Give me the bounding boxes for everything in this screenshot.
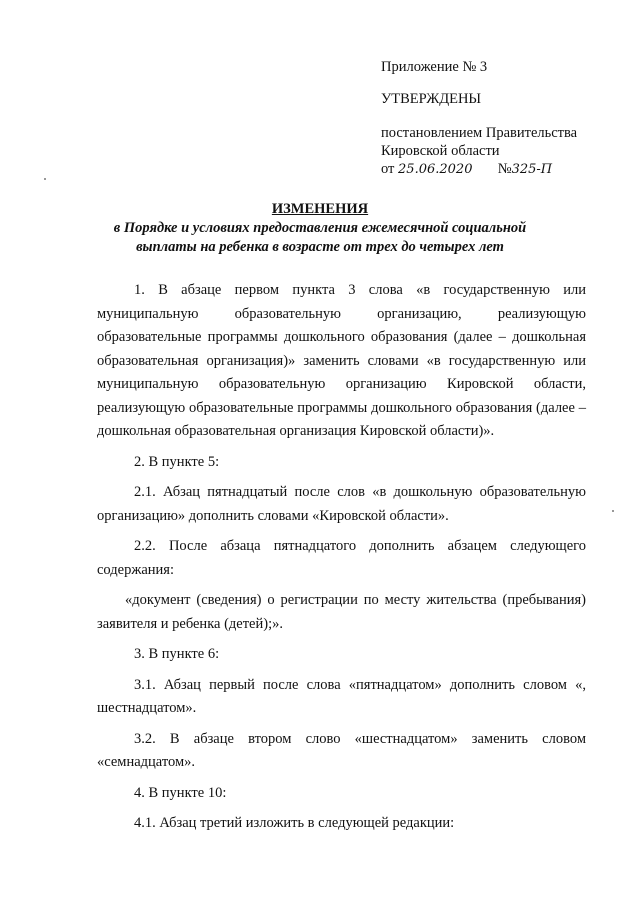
approved-by-line1: постановлением Правительства xyxy=(381,125,578,141)
document-body xyxy=(97,279,586,843)
approved-by-line2: Кировской области xyxy=(381,143,500,159)
number-prefix: № xyxy=(497,161,512,177)
scan-speck xyxy=(612,510,614,512)
paragraph-4: 4. В пункте 10: xyxy=(134,784,227,801)
paragraph-3-2: 3.2. В абзаце втором слово «шестнадцатом» заменить словом «семнадцатом». xyxy=(97,730,586,770)
handwritten-number: 325-П xyxy=(511,162,553,177)
document-subtitle-line1: в Порядке и условиях предоставления ежемесячной социальной xyxy=(113,220,527,236)
scan-speck xyxy=(44,178,46,180)
paragraph-2: 2. В пункте 5: xyxy=(134,453,220,470)
approval-date-number xyxy=(381,160,611,179)
document-subtitle-line2: выплаты на ребенка в возрасте от трех до четырех лет xyxy=(136,239,504,255)
handwritten-date: 25.06.2020 xyxy=(398,162,473,177)
date-prefix: от xyxy=(381,161,395,177)
paragraph-2-1: 2.1. Абзац пятнадцатый после слов «в дошкольную образовательную организацию» дополнить словами «Кировской области». xyxy=(97,484,586,524)
paragraph-4-1: 4.1. Абзац третий изложить в следующей редакции: xyxy=(134,815,455,831)
document-title: ИЗМЕНЕНИЯ xyxy=(271,201,369,217)
paragraph-3-1: 3.1. Абзац первый после слова «пятнадцатом» дополнить словом «, шестнадцатом». xyxy=(97,676,586,716)
approval-block xyxy=(381,58,611,179)
paragraph-1: 1. В абзаце первом пункта 3 слова «в государственную или муниципальную образовательную организацию, реализующую образовательные программы дошкольного образования (далее – дошкольная образовательная организация)» заменить словами «в государственную или муниципальную образовательную организацию Кировской области, реализующую образовательные программы дошкольного образования (далее – дошкольная образовательная организация Кировской области)». xyxy=(97,282,586,439)
paragraph-2-2-quote: «документ (сведения) о регистрации по месту жительства (пребывания) заявителя и ребенка (детей);». xyxy=(97,592,586,632)
paragraph-2-2: 2.2. После абзаца пятнадцатого дополнить абзацем следующего содержания: xyxy=(97,538,586,578)
approved-label: УТВЕРЖДЕНЫ xyxy=(381,91,482,107)
paragraph-3: 3. В пункте 6: xyxy=(134,646,220,662)
appendix-label: Приложение № 3 xyxy=(381,59,488,75)
